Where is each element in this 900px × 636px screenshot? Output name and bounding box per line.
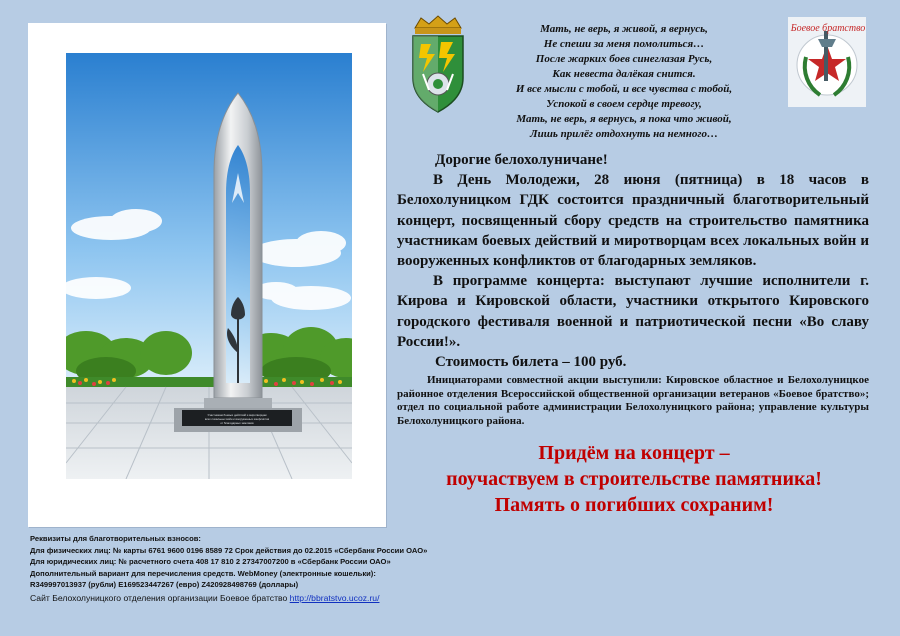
logo-text: Боевое братство (790, 23, 866, 34)
ticket-price: Стоимость билета – 100 руб. (435, 354, 627, 371)
donation-requisites (30, 533, 590, 605)
requisites-title: Реквизиты для благотворительных взносов: (30, 534, 201, 543)
svg-text:всех локальных войн и вооружен: всех локальных войн и вооруженных конфликтов (204, 417, 270, 421)
call-line-1: Придём на концерт – (538, 442, 730, 464)
site-link[interactable]: http://bbratstvo.ucoz.ru/ (289, 592, 380, 603)
poem-line: Как невеста далёкая снится. (552, 68, 696, 80)
concert-paragraph: В День Молодежи, 28 июня (пятница) в 18 часов в Белохолуницком ГДК состоится праздничный благотворительный концерт, посвященный сбору средств на строительство памятника участникам боевых действий и миротворцам всех локальных войн и вооруженных конфликтов от благодарных земляков. (397, 172, 869, 270)
requisites-legal: Для юридических лиц: № расчетного счета 408 17 810 2 27347007200 в «Сбербанк России ОАО» (30, 557, 391, 566)
site-line (30, 591, 590, 605)
call-line-3: Память о погибших сохраним! (494, 494, 774, 516)
poem-line: После жарких боев синеглазая Русь, (535, 53, 713, 65)
program-paragraph: В программе концерта: выступают лучшие исполнители г. Кирова и Кировской области, участники открытого Кировского городского фестиваля военной и патриотической песни «Во славу России!». (397, 273, 869, 350)
organizers-paragraph: Инициаторами совместной акции выступили: Кировское областное и Белохолуницкое районное отделения Всероссийской общественной организации ветеранов «Боевое братство»; отдел по социальной работе администрации Белохолуницкого района; управление культуры Белохолуницкого района. (397, 374, 869, 427)
requisites-wallets: R349997013937 (рубли) E169523447267 (евро) Z420928498769 (доллары) (30, 580, 299, 589)
poem-line: Успокой в своем сердце тревогу, (546, 98, 702, 110)
site-label: Сайт Белохолуницкого отделения организации Боевое братство (30, 592, 290, 603)
monument-image (66, 53, 352, 479)
requisites-additional: Дополнительный вариант для перечисления средств. WebMoney (электронные кошельки): (30, 568, 376, 578)
coat-of-arms-icon (409, 14, 467, 114)
combat-brotherhood-logo-icon (788, 17, 866, 107)
call-line-2: поучаствуем в строительстве памятника! (446, 468, 822, 490)
svg-text:от благодарных земляков: от благодарных земляков (220, 421, 254, 425)
poem-line: Лишь прилёг отдохнуть на немного… (530, 128, 718, 140)
monument-plaque-text: Участникам боевых действий и миротворцам (207, 413, 267, 417)
poem (470, 22, 778, 142)
poem-line: Не спеши за меня помолиться… (543, 38, 705, 50)
announcement (397, 150, 869, 428)
monument-photo-frame (28, 23, 386, 527)
greeting: Дорогие белохолуничане! (435, 152, 608, 168)
poem-line: Мать, не верь, я живой, я вернусь, (540, 23, 708, 35)
poem-line: Мать, не верь, я вернусь, я пока что живой, (516, 113, 732, 125)
poem-line: И все мысли с тобой, и все чувства с тобой, (515, 83, 733, 95)
requisites-individuals: Для физических лиц: № карты 6761 9600 0196 8589 72 Срок действия до 02.2015 «Сбербанк России ОАО» (30, 545, 428, 555)
call-to-action (398, 440, 870, 518)
